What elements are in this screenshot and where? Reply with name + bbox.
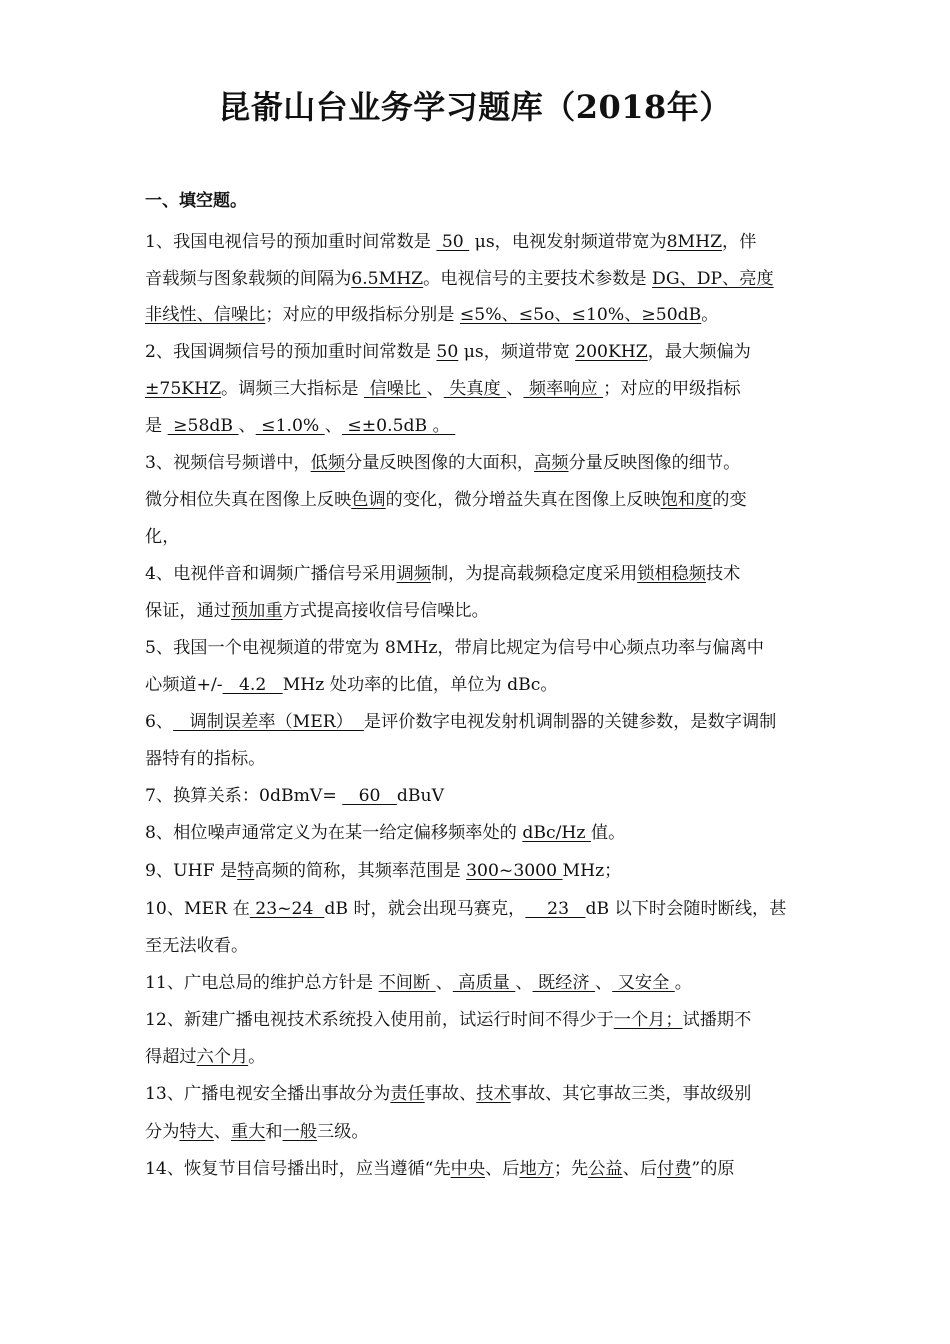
answer-blank: 中央: [450, 1159, 486, 1179]
text-line: [145, 971, 692, 995]
text-line: [145, 784, 444, 808]
text-segment: 和: [265, 1122, 283, 1142]
answer-blank: 色调: [351, 490, 386, 510]
text-line: [145, 562, 740, 586]
answer-blank: ≤1.0%: [255, 416, 325, 436]
text-segment: dBuV: [396, 786, 444, 806]
text-segment: 、: [595, 973, 613, 993]
text-segment: 、后: [622, 1159, 658, 1179]
text-segment: 制，为提高载频稳定度采用: [430, 564, 638, 584]
page-title: 昆嵛山台业务学习题库（2018年）: [218, 88, 732, 126]
text-segment: 得超过: [145, 1047, 197, 1067]
text-line: [145, 1008, 751, 1032]
answer-blank: 信噪比: [364, 379, 427, 399]
section-heading: 一、填空题。: [145, 191, 247, 211]
text-segment: μs，电视发射频道带宽为: [469, 232, 667, 252]
text-line: [145, 377, 741, 401]
text-segment: 分为: [145, 1122, 180, 1142]
text-segment: 三级。: [316, 1122, 369, 1142]
text-segment: 11、广电总局的维护总方针是: [145, 973, 379, 993]
text-segment: 高频的简称，其频率范围是: [254, 861, 467, 881]
answer-blank: 付费: [657, 1159, 692, 1179]
answer-blank: 特: [237, 861, 255, 881]
answer-blank: 调频: [396, 564, 431, 584]
answer-blank: 公益: [588, 1159, 623, 1179]
answer-blank: 不间断: [378, 973, 436, 993]
answer-blank: ≤5%、≤5o、≤10%、≥50dB: [459, 305, 702, 325]
text-line: [145, 525, 179, 549]
text-line: [145, 1045, 265, 1069]
text-segment: 8、相位噪声通常定义为在某一给定偏移频率处的: [145, 823, 523, 843]
answer-blank: 高频: [534, 453, 569, 473]
answer-blank: 60: [342, 786, 397, 806]
text-segment: dB 以下时会随时断线，甚: [585, 899, 787, 919]
text-segment: 事故、: [424, 1084, 477, 1104]
text-segment: 是评价数字电视发射机调制器的关键参数，是数字调制: [363, 712, 777, 732]
answer-blank: 预加重: [230, 601, 283, 621]
text-segment: 至无法收看。: [145, 936, 249, 956]
text-line: [145, 1157, 735, 1181]
text-segment: 、: [515, 973, 533, 993]
text-segment: 1、我国电视信号的预加重时间常数是: [145, 232, 437, 252]
text-line: [145, 340, 751, 364]
text-line: [145, 488, 747, 512]
answer-blank: DG、DP、亮度: [652, 269, 774, 289]
text-line: [145, 414, 455, 438]
text-segment: 的变化，微分增益失真在图像上反映: [385, 490, 661, 510]
text-segment: 、后: [485, 1159, 520, 1179]
text-segment: 的变: [712, 490, 747, 510]
answer-blank: 失真度: [443, 379, 507, 399]
answer-blank: 重大: [230, 1122, 266, 1142]
text-segment: 事故、其它事故三类，事故级别: [510, 1084, 752, 1104]
answer-blank: 一般: [282, 1122, 317, 1142]
text-segment: ，最大频偏为: [647, 342, 751, 362]
answer-blank: 50: [436, 342, 459, 362]
text-line: [145, 599, 489, 623]
text-segment: 方式提高接收信号信噪比。: [282, 601, 489, 621]
answer-blank: 4.2: [222, 675, 283, 695]
answer-blank: 非线性、信噪比: [145, 305, 266, 325]
text-line: [145, 1120, 369, 1144]
text-segment: ，伴: [722, 232, 757, 252]
text-segment: 、: [238, 416, 256, 436]
text-segment: dB 时，就会出现马赛克，: [324, 899, 526, 919]
answer-blank: 8MHZ: [666, 232, 723, 252]
answer-blank: 技术: [476, 1084, 511, 1104]
text-line: [145, 710, 776, 734]
text-line: [145, 636, 764, 660]
text-line: [145, 267, 774, 291]
text-line: [145, 897, 786, 921]
text-segment: 、: [435, 973, 453, 993]
answer-blank: 调制误差率（MER）: [173, 712, 364, 732]
text-line: [145, 1082, 751, 1106]
text-segment: 、: [324, 416, 342, 436]
answer-blank: 锁相稳频: [637, 564, 706, 584]
text-segment: 技术: [705, 564, 741, 584]
text-segment: 器特有的指标。: [145, 749, 266, 769]
answer-blank: 地方: [519, 1159, 554, 1179]
text-line: [145, 230, 756, 254]
text-segment: ；对应的甲级指标: [603, 379, 741, 399]
text-line: [145, 934, 248, 958]
text-segment: 是: [145, 416, 168, 436]
text-segment: 、: [213, 1122, 231, 1142]
answer-blank: 既经济: [532, 973, 596, 993]
text-segment: 。: [248, 1047, 266, 1067]
answer-blank: 200KHZ: [575, 342, 648, 362]
answer-blank: 六个月: [196, 1047, 249, 1067]
text-segment: 。调频三大指标是: [221, 379, 365, 399]
text-segment: 微分相位失真在图像上反映: [145, 490, 352, 510]
text-segment: 、: [426, 379, 444, 399]
text-segment: 值。: [590, 823, 626, 843]
answer-blank: 频率响应: [523, 379, 604, 399]
text-segment: MHz；: [562, 861, 622, 881]
text-segment: ；对应的甲级指标分别是: [265, 305, 460, 325]
text-segment: ”的原: [691, 1159, 735, 1179]
answer-blank: 23: [525, 899, 586, 919]
text-segment: 10、MER 在: [145, 899, 250, 919]
text-segment: 化，: [145, 527, 180, 547]
text-segment: 14、恢复节目信号播出时，应当遵循“先: [145, 1159, 451, 1179]
answer-blank: 一个月；: [613, 1010, 683, 1030]
text-line: [145, 859, 621, 883]
text-segment: 、: [506, 379, 524, 399]
answer-blank: 高质量: [452, 973, 516, 993]
answer-blank: ≤±0.5dB 。: [341, 416, 456, 436]
text-line: [145, 747, 265, 771]
answer-blank: ≥58dB: [167, 416, 239, 436]
text-segment: MHz 处功率的比值，单位为 dBc。: [282, 675, 558, 695]
text-segment: ；先: [553, 1159, 589, 1179]
text-segment: 试播期不: [682, 1010, 752, 1030]
text-line: [145, 821, 625, 845]
answer-blank: 特大: [179, 1122, 214, 1142]
text-segment: 5、我国一个电视频道的带宽为 8MHz，带肩比规定为信号中心频点功率与偏离中: [145, 638, 764, 658]
text-line: [145, 303, 719, 327]
answer-blank: 又安全: [612, 973, 675, 993]
answer-blank: 饱和度: [660, 490, 713, 510]
text-segment: 保证，通过: [145, 601, 231, 621]
text-segment: 7、换算关系：0dBmV=: [145, 786, 343, 806]
answer-blank: dBc/Hz: [522, 823, 591, 843]
text-line: [145, 451, 740, 475]
text-segment: 12、新建广播电视技术系统投入使用前，试运行时间不得少于: [145, 1010, 614, 1030]
text-line: [145, 673, 558, 697]
text-segment: 。电视信号的主要技术参数是: [423, 269, 653, 289]
text-segment: 。: [674, 973, 692, 993]
text-segment: 分量反映图像的细节。: [568, 453, 741, 473]
text-segment: 分量反映图像的大面积，: [345, 453, 535, 473]
text-segment: 心频道+/-: [145, 675, 223, 695]
text-segment: 6、: [145, 712, 174, 732]
answer-blank: 23~24: [249, 899, 325, 919]
answer-blank: 6.5MHZ: [351, 269, 424, 289]
text-segment: 。: [701, 305, 719, 325]
answer-blank: 300~3000: [466, 861, 563, 881]
text-segment: 2、我国调频信号的预加重时间常数是: [145, 342, 437, 362]
text-segment: 4、电视伴音和调频广播信号采用: [145, 564, 397, 584]
answer-blank: 50: [436, 232, 470, 252]
text-segment: μs，频道带宽: [458, 342, 576, 362]
text-segment: 9、UHF 是: [145, 861, 238, 881]
answer-blank: 责任: [390, 1084, 425, 1104]
text-segment: 音载频与图象载频的间隔为: [145, 269, 352, 289]
answer-blank: 低频: [310, 453, 346, 473]
text-segment: 3、视频信号频谱中，: [145, 453, 311, 473]
answer-blank: ±75KHZ: [145, 379, 222, 399]
text-segment: 13、广播电视安全播出事故分为: [145, 1084, 391, 1104]
